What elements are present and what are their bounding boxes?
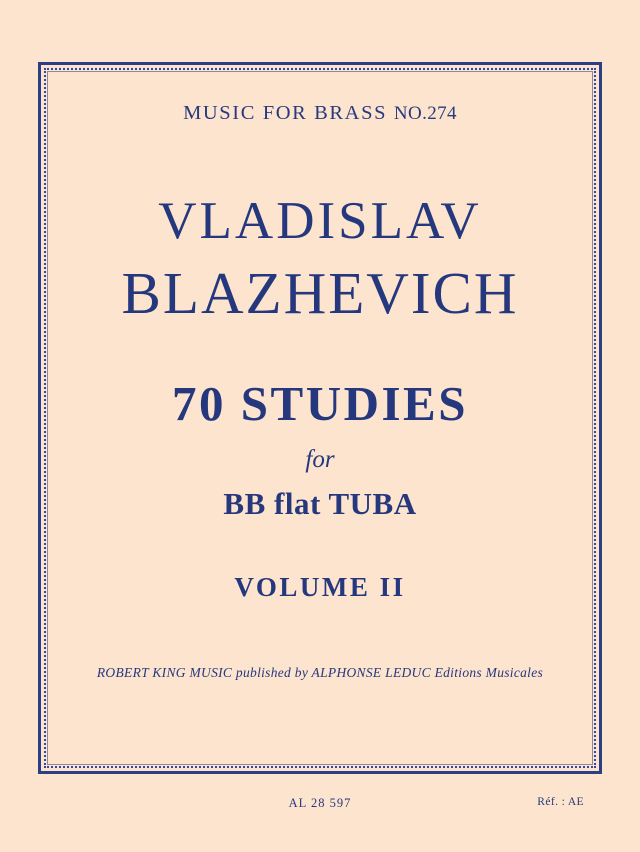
reference-code: Réf. : AE [537, 796, 584, 808]
composer-last-name: BLAZHEVICH [121, 260, 519, 326]
composer-first-name: VLADISLAV [158, 192, 482, 250]
series-line [56, 102, 584, 125]
footer [56, 796, 584, 814]
publisher-line: ROBERT KING MUSIC published by ALPHONSE LEDUC Editions Musicales [96, 665, 544, 680]
instrument-name: BB flat TUBA [223, 486, 417, 521]
for-word: for [305, 446, 335, 473]
volume-label: VOLUME II [234, 572, 406, 602]
series-title: MUSIC FOR BRASS [183, 102, 388, 124]
series-number: NO.274 [393, 103, 457, 124]
catalog-number: AL 28 597 [288, 796, 352, 810]
cover-content [56, 80, 584, 756]
work-title: 70 STUDIES [172, 376, 468, 431]
